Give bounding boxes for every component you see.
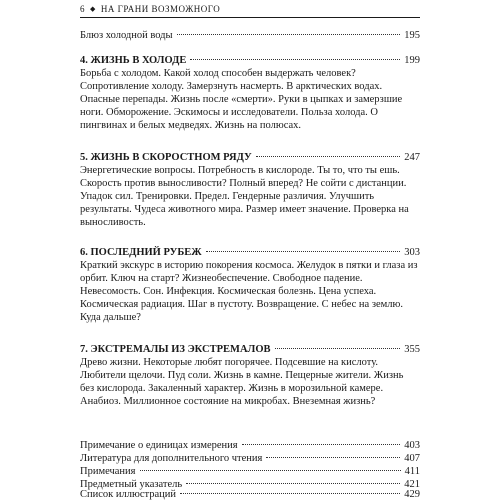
dot-leader	[256, 156, 401, 157]
diamond-icon: ◆	[90, 5, 96, 13]
dot-leader	[266, 457, 400, 458]
chapter-title: 7. ЭКСТРЕМАЛЫ ИЗ ЭКСТРЕМАЛОВ	[80, 344, 271, 355]
chapter-title: 4. ЖИЗНЬ В ХОЛОДЕ	[80, 55, 187, 66]
toc-entry-page: 403	[404, 440, 420, 451]
dot-leader	[180, 493, 400, 494]
toc-entry-label: Блюз холодной воды	[80, 30, 173, 41]
chapter-page: 247	[404, 152, 420, 163]
toc-chapter-5[interactable]	[80, 151, 420, 164]
toc-entry-notes[interactable]	[80, 465, 420, 478]
dot-leader	[186, 483, 400, 484]
toc-entry-label: Примечание о единицах измерения	[80, 440, 238, 451]
chapter-page: 355	[404, 344, 420, 355]
toc-entry-label: Примечания	[80, 466, 136, 477]
dot-leader	[206, 251, 401, 252]
toc-entry-label: Предметный указатель	[80, 479, 183, 490]
toc-entry-page: 195	[404, 30, 420, 41]
toc-chapter-7[interactable]	[80, 343, 420, 356]
toc-entry-page: 411	[404, 466, 420, 477]
toc-chapter-6[interactable]	[80, 246, 420, 259]
dot-leader	[140, 470, 401, 471]
chapter-5-description: Энергетические вопросы. Потребность в кислороде. Ты то, что ты ешь. Скорость против выносливости? Полный вперед? Не сойти с дистанции. Упадок сил. Тренировки. Предел. Гендерные различия. Улучшить результаты. Чудеса животного мира. Размер имеет значение. Проверка на выносливость.	[80, 165, 409, 228]
chapter-title: 6. ПОСЛЕДНИЙ РУБЕЖ	[80, 247, 202, 258]
chapter-page: 199	[404, 55, 420, 66]
toc-entry-page: 421	[404, 479, 420, 490]
chapter-title: 5. ЖИЗНЬ В СКОРОСТНОМ РЯДУ	[80, 152, 252, 163]
dot-leader	[242, 444, 401, 445]
toc-entry-blues[interactable]	[80, 29, 420, 42]
toc-entry-illustrations[interactable]	[80, 488, 420, 500]
chapter-4-description: Борьба с холодом. Какой холод способен выдержать человек? Сопротивление холоду. Замерзнуть насмерть. В арктических водах. Опасные перепады. Жизнь после «смерти». Руки в цыпках и замерзшие ноги. Обморожение. Эскимосы и исследователи. Польза холода. О пингвинах и белых медведях. Жизнь на полюсах.	[80, 68, 403, 131]
toc-entry-label: Литература для дополнительного чтения	[80, 453, 263, 464]
page-number: 6	[80, 4, 85, 14]
toc-entry-label: Список иллюстраций	[80, 489, 176, 500]
chapter-page: 303	[404, 247, 420, 258]
toc-entry-page: 407	[404, 453, 420, 464]
toc-entry-further-reading[interactable]	[80, 452, 420, 465]
header-rule	[80, 17, 420, 18]
toc-chapter-4[interactable]	[80, 54, 420, 67]
dot-leader	[177, 34, 401, 35]
toc-entry-units-note[interactable]	[80, 439, 420, 452]
chapter-7-description: Древо жизни. Некоторые любят погорячее. Подсевшие на кислоту. Любители щелочи. Пуд соли. Жизнь в камне. Пещерные жители. Жизнь без кислорода. Закаленный характер. Жизнь в морозильной камере. Анабиоз. Миллионное состояние на микробах. Внеземная жизнь?	[80, 357, 404, 407]
running-title: НА ГРАНИ ВОЗМОЖНОГО	[100, 4, 221, 14]
chapter-6-description: Краткий экскурс в историю покорения космоса. Желудок в пятки и глаза из орбит. Ключ на старт? Жизнеобеспечение. Свободное падение. Невесомость. Сон. Инфекция. Космическая болезнь. Цена успеха. Космическая радиация. Шаг в пустоту. Возвращение. С небес на землю. Куда дальше?	[80, 260, 418, 323]
dot-leader	[275, 348, 401, 349]
toc-entry-page: 429	[404, 489, 420, 500]
dot-leader	[190, 59, 400, 60]
running-header	[80, 2, 420, 16]
